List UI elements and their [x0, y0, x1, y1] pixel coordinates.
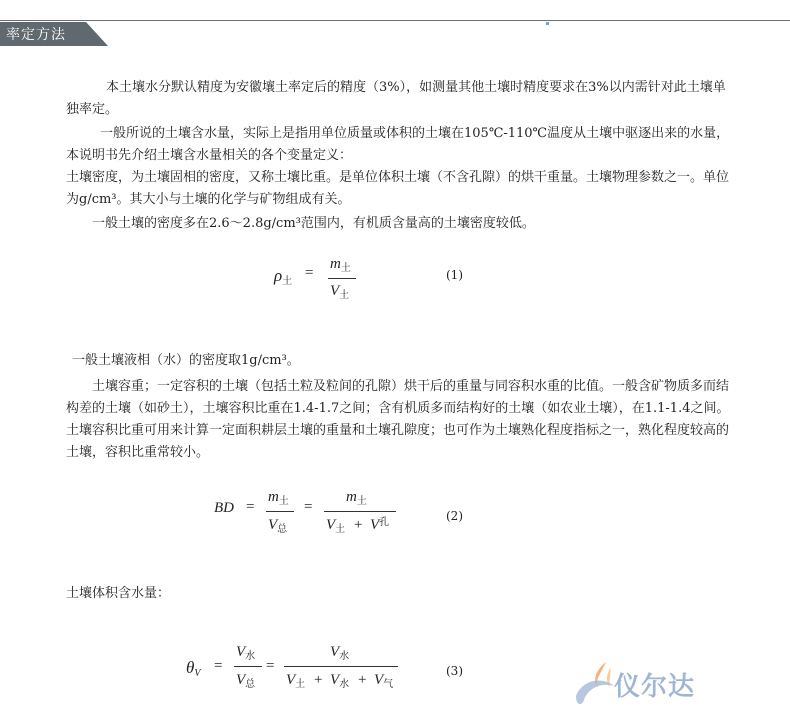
paragraph-density-range: 一般土壤的密度多在2.6～2.8g/cm³范围内，有机质含量高的土壤密度较低。	[92, 216, 535, 231]
eq3-equals-2: =	[266, 658, 275, 674]
eq3-equals-1: =	[214, 658, 223, 674]
paragraph-bulk-density: 土壤容重；一定容积的土壤（包括土粒及粒间的孔隙）烘干后的重量与同容积水重的比值。一般含矿物质多而结构差的土壤（如砂土），土壤容积比重在1.4-1.7之间；含有机质多而结构好的土壤（如农业土壤），在1.1-1.4之间。土壤容积比重可用来计算一定面积耕层土壤的重量和土壤孔隙度；也可作为土壤熟化程度指标之一，熟化程度较高的土壤，容积比重常较小。	[66, 379, 730, 460]
eq2-fraction-bar-1	[266, 511, 294, 512]
eq2-equals-1: =	[246, 499, 255, 515]
eq2-number: (2)	[446, 509, 463, 523]
section-header	[0, 0, 790, 42]
eq2-equals-2: =	[304, 499, 313, 515]
eq1-denominator: $V_土$	[330, 283, 350, 301]
paragraph-soil-density: 土壤密度，为土壤固相的密度，又称土壤比重。是单位体积土壤（不含孔隙）的烘干重量。土壤物理参数之一。单位为g/cm³。其大小与土壤的化学与矿物组成有关。	[66, 170, 730, 207]
eq1-lhs: $\rho_土$	[274, 266, 293, 287]
eq1-fraction-bar	[328, 278, 356, 279]
paragraph-volumetric-label: 土壤体积含水量：	[66, 586, 171, 601]
eq3-plus-1: +	[314, 672, 323, 688]
eq3-numerator-1: $V_水$	[236, 644, 256, 662]
paragraph-liquid-density: 一般土壤液相（水）的密度取1g/cm³。	[72, 353, 300, 368]
eq2-plus: +	[354, 517, 363, 533]
watermark-text: 仪尔达	[614, 672, 696, 702]
eq1-equals: =	[305, 265, 314, 281]
eq2-denominator-2a: $V_土$	[326, 517, 346, 535]
eq1-number: (1)	[446, 268, 463, 282]
eq1-numerator: $m_土$	[330, 256, 351, 274]
eq2-fraction-bar-2	[324, 511, 396, 512]
section-title: 率定方法	[6, 27, 66, 43]
paragraph-precision: 本土壤水分默认精度为安徽壤土率定后的精度（3%），如测量其他土壤时精度要求在3%以内需针对此土壤单独率定。	[66, 80, 726, 117]
eq3-numerator-2: $V_水$	[330, 644, 350, 662]
header-marker	[546, 22, 549, 25]
eq3-denominator-2c: $V_气$	[374, 672, 394, 690]
eq3-fraction-bar-2	[284, 666, 398, 667]
eq2-lhs: BD	[214, 500, 234, 516]
eq3-plus-2: +	[358, 672, 367, 688]
header-divider	[0, 20, 790, 21]
eq2-denominator-1: $V_总$	[268, 517, 288, 535]
eq3-fraction-bar-1	[234, 666, 262, 667]
paragraph-water-content: 一般所说的土壤含水量，实际上是指用单位质量或体积的土壤在105℃-110℃温度从土壤中驱逐出来的水量，本说明书先介绍土壤含水量相关的各个变量定义：	[66, 126, 730, 163]
eq3-denominator-2a: $V_土$	[286, 672, 306, 690]
eq3-denominator-1: $V_总$	[236, 672, 256, 690]
eq3-number: (3)	[446, 664, 463, 678]
eq3-denominator-2b: $V_水$	[330, 672, 350, 690]
eq3-lhs: $\theta_V$	[186, 658, 201, 679]
eq2-numerator-1: $m_土$	[268, 489, 289, 507]
eq2-denominator-2b: $V^孔$	[370, 517, 390, 533]
eq2-numerator-2: $m_土$	[346, 489, 367, 507]
